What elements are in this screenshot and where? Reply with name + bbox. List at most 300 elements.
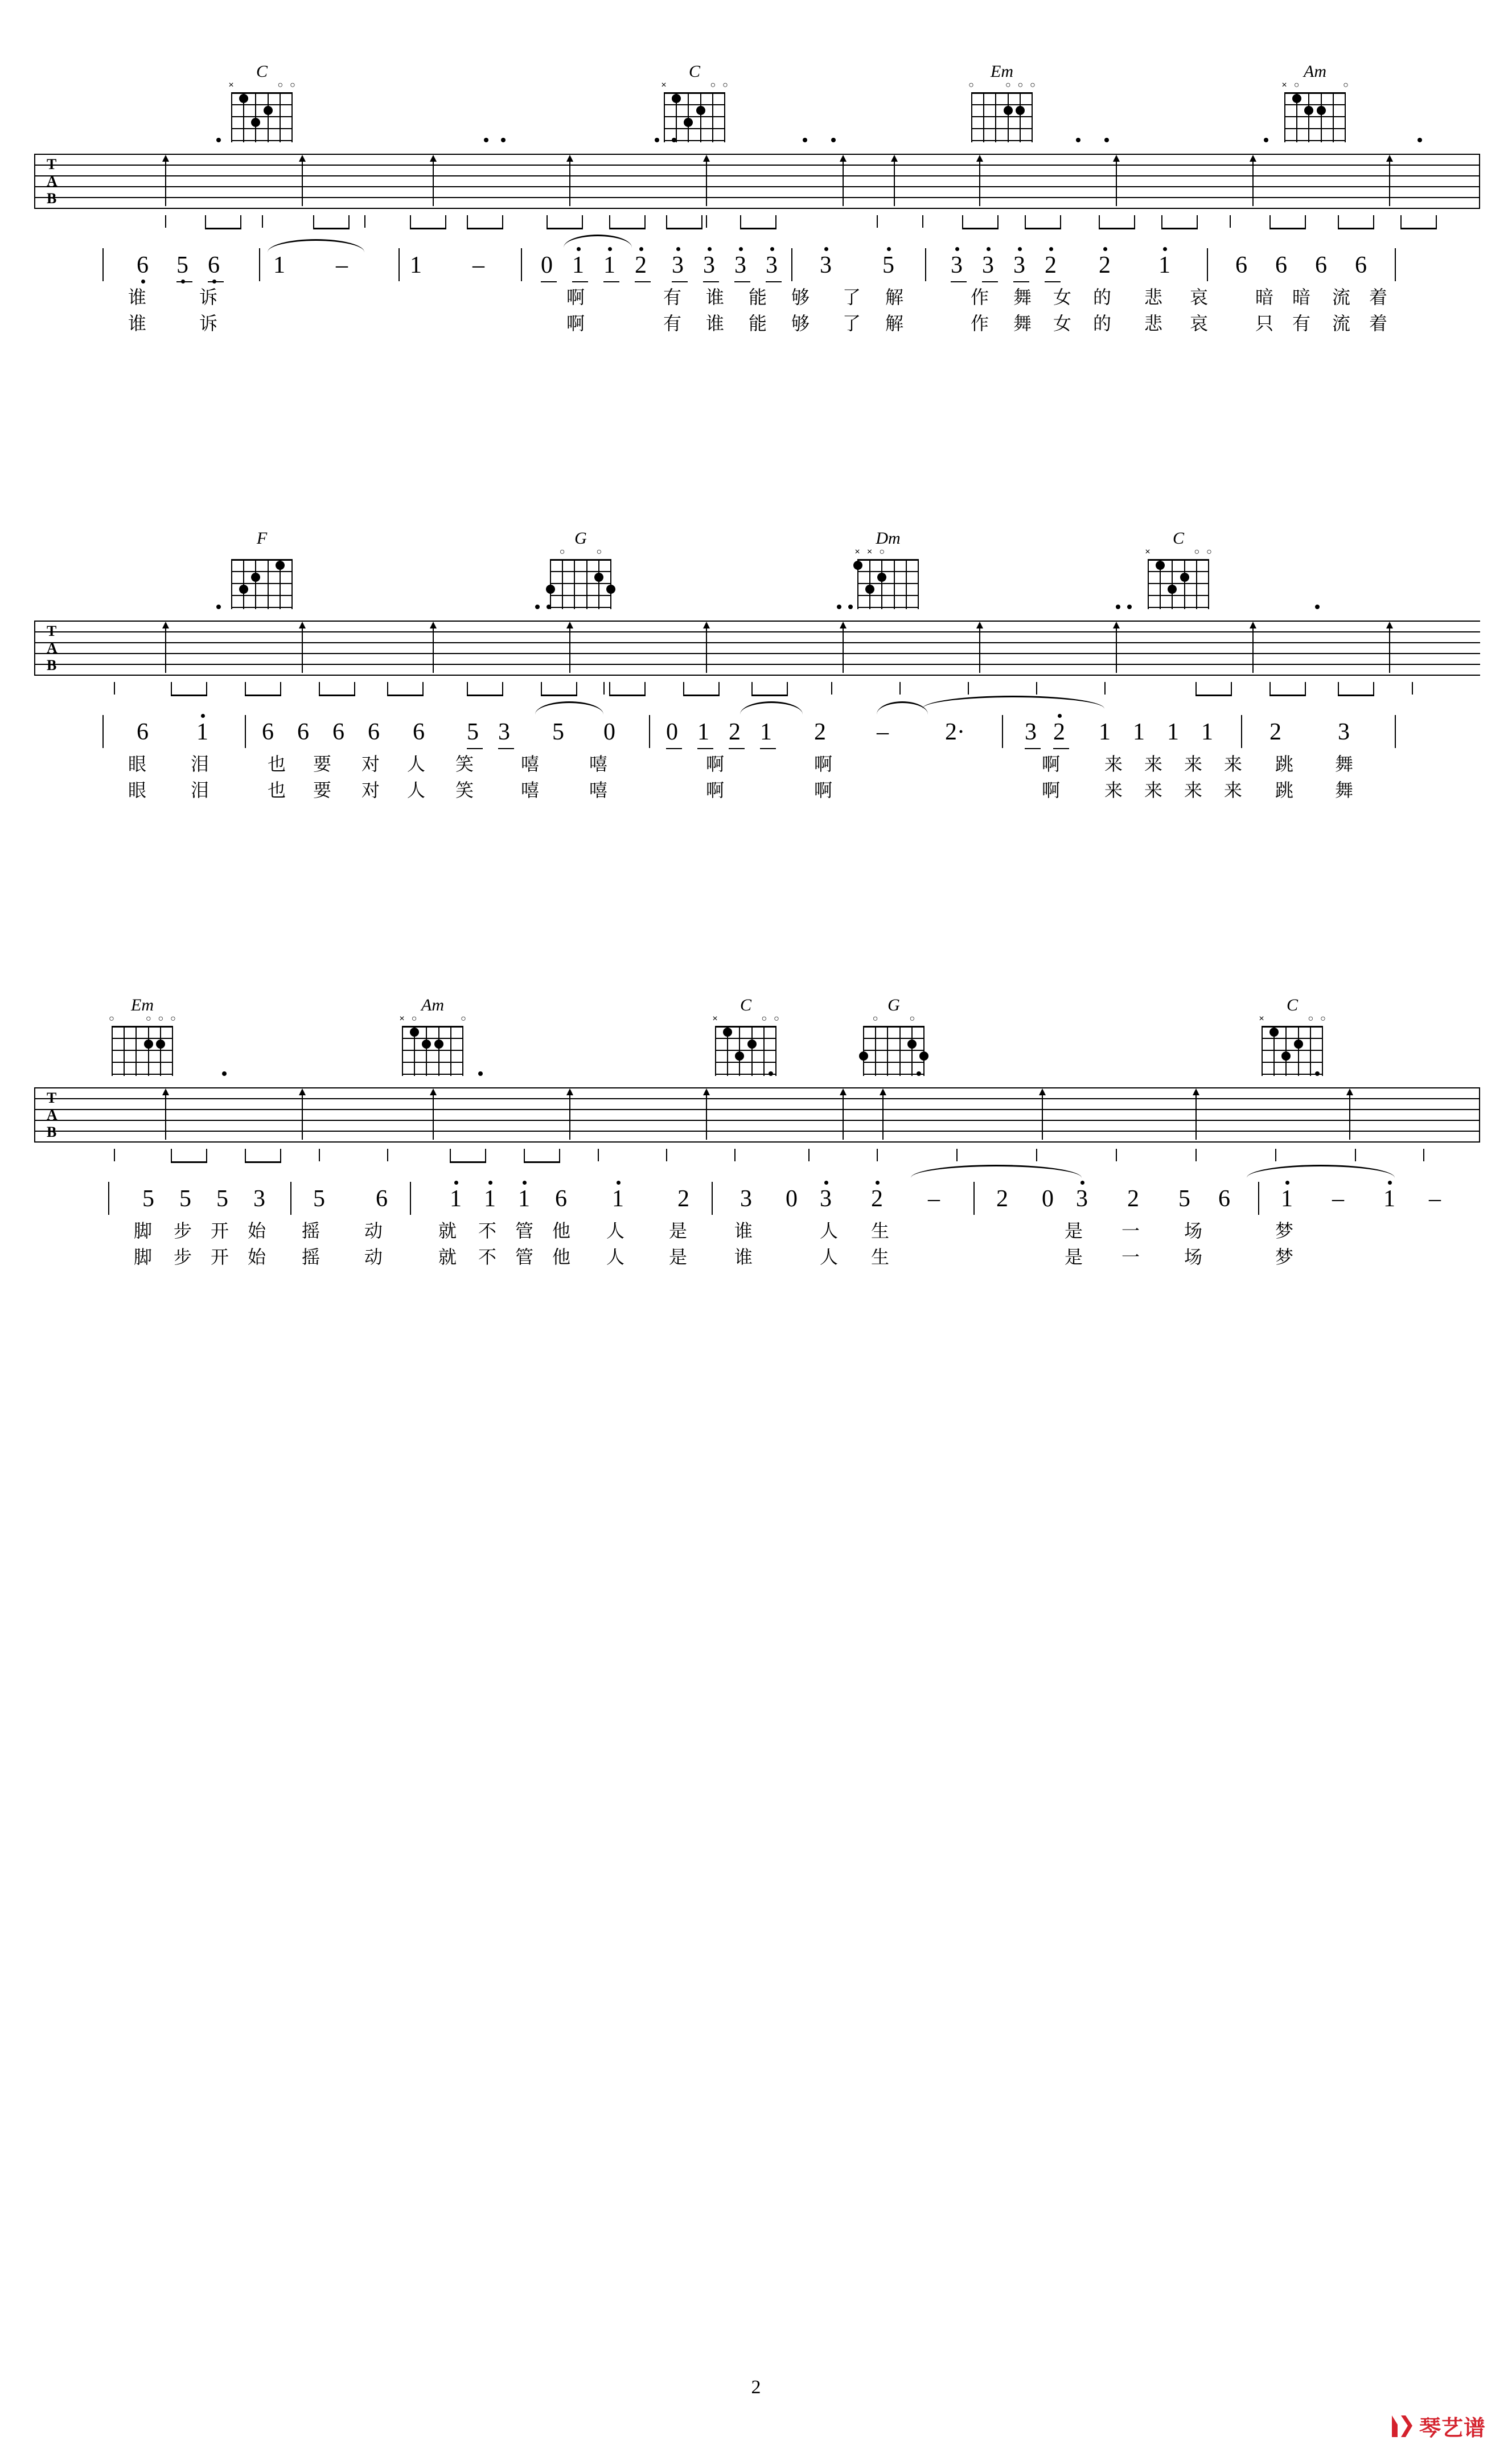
chord-fretboard: [857, 559, 919, 609]
octave-dot-high: [739, 247, 743, 251]
fret-line: [1284, 116, 1346, 117]
note-number: 2: [996, 1186, 1008, 1212]
lyric-character: 谁: [706, 286, 725, 308]
quarter-stem: [1355, 1149, 1356, 1161]
lyric-character: 流: [1332, 286, 1351, 308]
quarter-stem: [319, 1149, 320, 1161]
upstroke-arrow: [1116, 156, 1117, 206]
quarter-stem: [1412, 682, 1413, 695]
open-string-icon: ○: [1206, 547, 1212, 557]
octave-dot-high: [577, 247, 581, 251]
octave-dot-high: [1163, 247, 1167, 251]
upstroke-arrow: [706, 1090, 707, 1140]
fret-line: [1262, 1074, 1323, 1075]
lyric-character: 女: [1053, 313, 1072, 334]
finger-dot: [251, 573, 260, 582]
chord-fretboard: [1148, 559, 1209, 609]
strum-dot: [848, 605, 853, 609]
beamed-eighths: [609, 215, 646, 229]
open-string-icon: ○: [596, 547, 602, 557]
note-number: 6: [368, 719, 380, 745]
logo-icon: [1388, 2413, 1415, 2439]
octave-dot-high: [523, 1181, 527, 1185]
lyric-character: 不: [478, 1246, 497, 1268]
fret-line: [231, 595, 293, 596]
note-number: 1: [603, 253, 615, 278]
quarter-stem: [1116, 1149, 1117, 1161]
beamed-eighths: [410, 215, 446, 229]
lyrics-line-2: [34, 313, 1480, 339]
lyric-character: 他: [552, 1246, 571, 1268]
notation-barline: [791, 248, 792, 281]
string-line: [1020, 92, 1021, 142]
string-line: [751, 1026, 753, 1076]
beamed-eighths: [541, 682, 577, 696]
string-line: [906, 559, 907, 609]
strum-dot: [837, 605, 841, 609]
finger-dot: [276, 561, 285, 570]
lyric-character: 管: [515, 1246, 534, 1268]
strum-dot: [478, 1071, 483, 1076]
chord-string-markers: [550, 548, 611, 558]
finger-dot: [696, 106, 705, 115]
finger-dot: [907, 1040, 917, 1049]
string-line: [1262, 1026, 1263, 1076]
string-line: [869, 559, 870, 609]
string-line: [268, 559, 269, 609]
fret-line: [550, 571, 611, 572]
note-number: 1: [196, 720, 208, 745]
lyric-character: 人: [820, 1246, 839, 1268]
lyric-character: 能: [749, 313, 767, 334]
muted-string-icon: ×: [1145, 547, 1151, 557]
notation-barline: [649, 715, 650, 748]
beam-underline: [703, 281, 719, 282]
fret-line: [112, 1074, 173, 1075]
lyric-character: 舞: [1335, 753, 1354, 775]
note-number: 2: [1127, 1186, 1139, 1212]
quarter-stem: [262, 215, 263, 228]
note-number: 3: [820, 253, 832, 278]
finger-dot: [434, 1040, 443, 1049]
fret-line: [1148, 595, 1209, 596]
fret-line: [231, 104, 293, 105]
string-line: [1333, 92, 1334, 142]
nut: [112, 1026, 173, 1028]
string-line: [911, 1026, 913, 1076]
finger-dot: [1317, 106, 1326, 115]
octave-dot-high: [1018, 247, 1022, 251]
lyrics-line-1: [34, 287, 1480, 313]
octave-dot-high: [1103, 247, 1107, 251]
note-number: 1: [484, 1186, 496, 1211]
chord-name: Am: [421, 996, 444, 1014]
nut: [402, 1026, 463, 1028]
barline: [34, 1087, 35, 1143]
nut: [857, 559, 919, 561]
chord-string-markers: [863, 1014, 925, 1025]
chord-diagram: [390, 996, 475, 1076]
chord-diagram-row: [34, 529, 1480, 615]
lyric-character: 开: [211, 1220, 229, 1242]
string-line: [1032, 92, 1033, 142]
lyric-character: 啊: [1042, 779, 1061, 801]
muted-string-icon: ×: [228, 80, 234, 90]
beamed-eighths: [1025, 215, 1061, 229]
nut: [1262, 1026, 1323, 1028]
beamed-eighths: [387, 682, 424, 696]
octave-dot-high: [955, 247, 959, 251]
tab-clef-letter: B: [47, 190, 57, 207]
fret-line: [863, 1074, 925, 1075]
string-line: [899, 1026, 901, 1076]
note-number: 6: [297, 719, 309, 745]
notation-barline: [925, 248, 926, 281]
upstroke-arrow: [1252, 623, 1254, 673]
open-string-icon: ○: [872, 1014, 878, 1024]
lyric-character: 跳: [1275, 753, 1294, 775]
upstroke-arrow: [706, 623, 707, 673]
string-line: [402, 1026, 403, 1076]
note-number: 1: [1167, 719, 1179, 745]
open-string-icon: ○: [1343, 80, 1349, 90]
quarter-stem: [1036, 1149, 1037, 1161]
beam-underline: [467, 748, 483, 749]
lyric-character: 人: [606, 1246, 625, 1268]
lyric-character: 哀: [1190, 286, 1209, 308]
chord-diagram-row: [34, 996, 1480, 1082]
nut: [971, 92, 1033, 94]
chord-diagram: [1136, 529, 1221, 609]
note-number: 1: [273, 252, 285, 278]
note-number: 1: [760, 720, 772, 745]
tab-line: [34, 1098, 1480, 1099]
notation-barline: [398, 248, 400, 281]
beamed-eighths: [313, 215, 350, 229]
fret-line: [231, 140, 293, 141]
fret-line: [1148, 607, 1209, 608]
chord-string-markers: [228, 80, 295, 91]
lyric-character: 着: [1369, 286, 1388, 308]
lyric-character: 来: [1104, 753, 1123, 775]
fret-line: [715, 1050, 776, 1051]
octave-dot-high: [488, 1181, 492, 1185]
quarter-stem: [968, 682, 969, 695]
note-number: 1: [1281, 1186, 1293, 1211]
beam-underline: [734, 281, 750, 282]
string-line: [887, 1026, 888, 1076]
strum-dot: [216, 138, 221, 142]
note-number: 1: [612, 1186, 624, 1211]
strum-dot: [655, 138, 659, 142]
chord-diagram: [652, 63, 737, 142]
chord-fretboard: [550, 559, 611, 609]
beam-underline: [666, 748, 682, 749]
chord-string-markers: [231, 548, 293, 558]
slur: [268, 239, 364, 252]
upstroke-arrow: [302, 623, 303, 673]
lyric-character: 对: [361, 779, 380, 801]
octave-dot-high: [1049, 247, 1053, 251]
finger-dot: [1269, 1028, 1279, 1037]
note-number: 3: [703, 253, 715, 278]
chord-name: C: [1286, 996, 1298, 1014]
nut: [1148, 559, 1209, 561]
finger-dot: [859, 1051, 868, 1061]
nut: [664, 92, 725, 94]
string-line: [450, 1026, 451, 1076]
lyric-character: 有: [663, 313, 682, 334]
muted-string-icon: ×: [854, 547, 860, 557]
beamed-eighths: [1338, 215, 1374, 229]
chord-string-markers: [109, 1014, 176, 1025]
notation-barline: [290, 1182, 291, 1215]
beamed-eighths: [245, 1149, 281, 1163]
fret-line: [715, 1038, 776, 1039]
lyric-character: 对: [361, 753, 380, 775]
chord-fretboard: [971, 92, 1033, 142]
lyric-character: 梦: [1275, 1220, 1294, 1242]
lyric-character: 能: [749, 286, 767, 308]
beam-underline: [1025, 748, 1041, 749]
tab-staff: [34, 148, 1480, 215]
tab-line: [34, 186, 1480, 187]
string-line: [255, 92, 256, 142]
fret-line: [971, 104, 1033, 105]
finger-dot: [1016, 106, 1025, 115]
strum-dot: [672, 138, 676, 142]
fret-line: [112, 1062, 173, 1063]
tab-line: [34, 175, 1480, 176]
fret-line: [863, 1050, 925, 1051]
lyric-character: 解: [885, 286, 904, 308]
note-number: 2: [1053, 720, 1065, 745]
upstroke-arrow: [843, 156, 844, 206]
string-line: [426, 1026, 427, 1076]
note-number: 6: [137, 253, 149, 278]
upstroke-arrow: [882, 1090, 884, 1140]
upstroke-arrow: [165, 623, 166, 673]
string-line: [1008, 92, 1009, 142]
upstroke-arrow: [894, 156, 895, 206]
lyric-character: 嘻: [589, 753, 608, 775]
finger-dot: [239, 94, 248, 103]
note-number: 2: [1099, 253, 1111, 278]
finger-dot: [1180, 573, 1189, 582]
music-system-2: [34, 529, 1480, 806]
fret-line: [402, 1062, 463, 1063]
tab-clef-letter: T: [47, 623, 57, 639]
chord-name: G: [574, 529, 587, 548]
note-number: 0: [786, 1186, 798, 1212]
notation-barline: [1241, 715, 1242, 748]
lyric-character: 来: [1224, 779, 1243, 801]
beamed-eighths: [609, 682, 646, 696]
string-line: [923, 1026, 925, 1076]
rhythm-row: [34, 1149, 1480, 1172]
open-string-icon: ○: [109, 1014, 114, 1024]
strum-dot: [1264, 138, 1268, 142]
lyric-character: 啊: [566, 286, 585, 308]
lyric-character: 着: [1369, 313, 1388, 334]
note-number: 5: [216, 1186, 228, 1212]
tab-line: [34, 675, 1480, 676]
muted-string-icon: ×: [866, 547, 873, 557]
notation-barline: [973, 1182, 975, 1215]
fret-line: [1262, 1038, 1323, 1039]
note-number: 5: [552, 719, 564, 745]
beam-underline: [176, 281, 192, 282]
octave-dot-high: [1080, 1181, 1084, 1185]
numbered-notation-row: [34, 705, 1480, 754]
beamed-eighths: [666, 215, 702, 229]
lyric-character: 脚: [134, 1246, 153, 1268]
open-string-icon: ○: [170, 1014, 176, 1024]
chord-diagram: [703, 996, 788, 1076]
lyric-character: 是: [1065, 1246, 1083, 1268]
note-number: –: [336, 252, 348, 278]
string-line: [1285, 1026, 1287, 1076]
open-string-icon: ○: [1293, 80, 1300, 90]
strum-dot: [1315, 1071, 1320, 1076]
string-line: [763, 1026, 765, 1076]
octave-dot-low: [141, 280, 145, 284]
lyric-character: 摇: [302, 1246, 321, 1268]
lyrics-line-2: [34, 1247, 1480, 1273]
strum-dot: [484, 138, 488, 142]
finger-dot: [1294, 1040, 1303, 1049]
beam-underline: [729, 748, 745, 749]
string-line: [160, 1026, 161, 1076]
upstroke-arrow: [1389, 623, 1390, 673]
beam-underline: [697, 748, 713, 749]
strum-dot: [1315, 605, 1320, 609]
lyric-character: 嘻: [521, 753, 540, 775]
note-number: 1: [1383, 1186, 1395, 1211]
beam-underline: [208, 281, 224, 282]
lyric-character: 泪: [191, 779, 209, 801]
finger-dot: [853, 561, 862, 570]
chord-diagram: [219, 529, 305, 609]
chord-fretboard: [863, 1026, 925, 1076]
lyric-character: 悲: [1144, 286, 1163, 308]
open-string-icon: ○: [145, 1014, 151, 1024]
upstroke-arrow: [569, 623, 570, 673]
strum-dot: [547, 605, 551, 609]
octave-dot-high: [676, 247, 680, 251]
fret-line: [1262, 1050, 1323, 1051]
fret-line: [857, 583, 919, 584]
lyric-character: 生: [871, 1246, 890, 1268]
string-line: [881, 559, 882, 609]
string-line: [775, 1026, 776, 1076]
quarter-stem: [666, 1149, 667, 1161]
strum-dot: [501, 138, 506, 142]
string-line: [983, 92, 984, 142]
upstroke-arrow: [706, 156, 707, 206]
chord-name: C: [1172, 529, 1184, 548]
quarter-stem: [165, 215, 166, 228]
open-string-icon: ○: [290, 80, 295, 90]
string-line: [231, 559, 232, 609]
note-number: 0: [603, 719, 615, 745]
chord-diagram: [100, 996, 185, 1076]
notation-barline: [1395, 248, 1396, 281]
finger-dot: [684, 118, 693, 127]
lyric-character: 人: [820, 1220, 839, 1242]
note-number: 6: [413, 719, 425, 745]
note-number: 5: [179, 1186, 191, 1212]
quarter-stem: [706, 215, 707, 228]
beamed-eighths: [1400, 215, 1437, 229]
beam-underline: [572, 281, 588, 282]
note-number: 1: [1158, 253, 1170, 278]
lyric-character: 要: [313, 753, 332, 775]
note-number: 6: [1315, 252, 1327, 278]
string-line: [124, 1026, 125, 1076]
lyric-character: 啊: [1042, 753, 1061, 775]
note-number: 3: [1025, 720, 1037, 745]
chord-fretboard: [715, 1026, 776, 1076]
finger-dot: [239, 585, 248, 594]
note-number: 0: [666, 720, 678, 745]
octave-dot-high: [454, 1181, 458, 1185]
open-string-icon: ○: [1030, 80, 1036, 90]
string-line: [1345, 92, 1346, 142]
rhythm-row: [34, 682, 1480, 705]
lyric-character: 一: [1121, 1220, 1140, 1242]
note-number: 3: [1338, 719, 1350, 745]
muted-string-icon: ×: [1281, 80, 1287, 90]
upstroke-arrow: [1042, 1090, 1043, 1140]
lyric-character: 啊: [706, 753, 725, 775]
octave-dot-high: [987, 247, 991, 251]
beamed-eighths: [1338, 682, 1374, 696]
fret-line: [550, 583, 611, 584]
fret-line: [1284, 128, 1346, 129]
lyrics-line-2: [34, 780, 1480, 806]
beamed-eighths: [205, 215, 241, 229]
upstroke-arrow: [433, 156, 434, 206]
finger-dot: [546, 585, 555, 594]
note-number: 3: [253, 1186, 265, 1212]
octave-dot-high: [1058, 714, 1062, 718]
quarter-stem: [922, 215, 923, 228]
strum-dot: [769, 1071, 773, 1076]
string-line: [112, 1026, 113, 1076]
upstroke-arrow: [1349, 1090, 1350, 1140]
string-line: [268, 92, 269, 142]
beamed-eighths: [319, 682, 355, 696]
string-line: [688, 92, 689, 142]
lyric-character: 也: [268, 779, 286, 801]
music-system-3: [34, 996, 1480, 1273]
fret-line: [857, 595, 919, 596]
lyric-character: 谁: [734, 1246, 753, 1268]
notation-barline: [102, 715, 104, 748]
lyric-character: 够: [791, 286, 810, 308]
lyric-character: 啊: [706, 779, 725, 801]
note-number: 3: [672, 253, 684, 278]
quarter-stem: [808, 1149, 810, 1161]
chord-fretboard: [664, 92, 725, 142]
quarter-stem: [603, 682, 605, 695]
upstroke-arrow: [302, 156, 303, 206]
note-number: 0: [1042, 1186, 1054, 1212]
tab-line: [34, 1120, 1480, 1121]
note-number: 6: [1235, 252, 1247, 278]
finger-dot: [723, 1028, 732, 1037]
